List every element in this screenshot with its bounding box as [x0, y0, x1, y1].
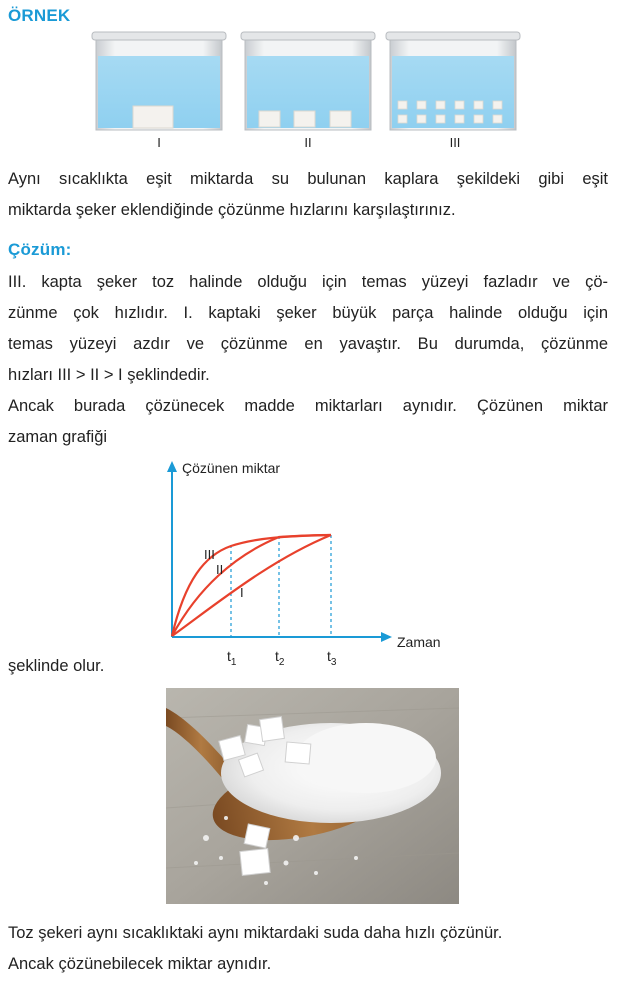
solution-line: III. kapta şeker toz halinde olduğu için temas yüzeyi fazladır ve çö- [8, 273, 608, 291]
tick-label-t1: $t_1$ [227, 648, 237, 668]
series-label-II: II [216, 562, 224, 577]
solution-line: hızları III > II > I şeklindedir. [8, 366, 210, 384]
conclusion-text [8, 918, 608, 980]
sugar-spoon-photo [166, 688, 459, 904]
beakers-illustration [0, 0, 624, 160]
series-label-I: I [240, 585, 244, 600]
example-heading: ÖRNEK [8, 6, 71, 25]
y-axis-arrow [167, 461, 177, 472]
beaker-label-3: III [449, 135, 461, 150]
sugar-cube [259, 111, 280, 127]
series-I-curve [172, 535, 331, 636]
conclusion-line: Toz şekeri aynı sıcaklıktaki aynı miktardaki suda daha hızlı çözünür. [8, 924, 503, 942]
question-text [8, 164, 608, 226]
solution-line: zaman grafiği [8, 428, 108, 446]
beaker-label-1: I [157, 135, 161, 150]
conclusion-line: Ancak çözünebilecek miktar aynıdır. [8, 955, 272, 973]
solution-heading: Çözüm: [8, 240, 72, 259]
tick-label-t2: $t_2$ [275, 648, 285, 668]
x-axis-arrow [381, 632, 392, 642]
beaker-2 [241, 32, 375, 130]
series-III-curve [172, 535, 331, 636]
series-II-curve [172, 535, 331, 636]
series-label-III: III [204, 547, 215, 562]
beaker-label-2: II [304, 135, 312, 150]
y-axis-label: Çözünen miktar [182, 460, 281, 476]
solution-line: Ancak burada çözünecek madde miktarları aynıdır. Çözünen miktar [8, 397, 608, 415]
beaker-1 [92, 32, 226, 130]
question-line: miktarda şeker eklendiğinde çözünme hızlarını karşılaştırınız. [8, 201, 456, 219]
sugar-cube [330, 111, 351, 127]
x-axis-label: Zaman [397, 634, 441, 650]
solution-line: zünme çok hızlıdır. I. kaptaki şeker büyük parça halinde olduğu için [8, 304, 608, 322]
solution-line: temas yüzeyi azdır ve çözünme en yavaştır. Bu durumda, çözünme [8, 335, 608, 353]
solution-text [8, 267, 608, 453]
question-line: Aynı sıcaklıkta eşit miktarda su bulunan kaplara şekildeki gibi eşit [8, 170, 608, 188]
sugar-large-cube [133, 106, 173, 128]
tick-label-t3: $t_3$ [327, 648, 337, 668]
beaker-3 [386, 32, 520, 130]
after-graph-text: şeklinde olur. [8, 657, 105, 675]
sugar-cube [294, 111, 315, 127]
